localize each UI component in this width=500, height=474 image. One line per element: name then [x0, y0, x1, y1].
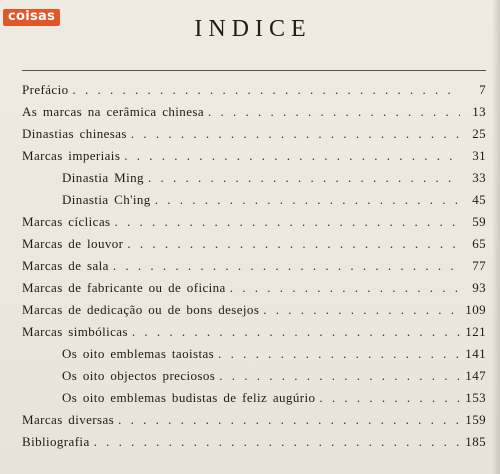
toc-entry-label: Prefácio	[22, 82, 69, 97]
toc-entry	[22, 431, 486, 453]
toc-entry	[22, 211, 486, 233]
toc-leader-dots	[132, 321, 460, 343]
toc-entry	[22, 101, 486, 123]
toc-leader-dots	[319, 387, 460, 409]
toc-leader-dots	[118, 409, 460, 431]
toc-leader-dots	[114, 211, 460, 233]
toc-entry	[22, 409, 486, 431]
toc-leader-dots	[218, 343, 460, 365]
toc-entry-page: 45	[472, 192, 486, 207]
toc-entry	[22, 387, 486, 409]
toc-leader-dots	[155, 189, 460, 211]
toc-entry	[22, 343, 486, 365]
toc-leader-dots	[124, 145, 460, 167]
toc-entry	[22, 365, 486, 387]
toc-entry-page: 93	[472, 280, 486, 295]
toc-entry	[22, 189, 486, 211]
toc-entry-page: 141	[465, 346, 486, 361]
toc-entry	[22, 167, 486, 189]
toc-entry-label: Os oito objectos preciosos	[62, 368, 216, 383]
toc-entry-label: Dinastia Ch'ing	[62, 192, 151, 207]
toc-entry-label: As marcas na cerâmica chinesa	[22, 104, 205, 119]
toc-entry-page: 109	[465, 302, 486, 317]
toc-leader-dots	[113, 255, 460, 277]
page-title: INDICE	[194, 16, 312, 42]
toc-leader-dots	[219, 365, 460, 387]
toc-entry-label: Marcas de sala	[22, 258, 109, 273]
page-edge-shadow	[492, 0, 500, 474]
toc-entry	[22, 233, 486, 255]
toc-leader-dots	[148, 167, 460, 189]
toc-leader-dots	[131, 123, 460, 145]
toc-entry-label: Os oito emblemas budistas de feliz augúrio	[62, 390, 316, 405]
toc-leader-dots	[94, 431, 460, 453]
toc-entry-page: 33	[472, 170, 486, 185]
toc-entry-label: Marcas de fabricante ou de oficina	[22, 280, 226, 295]
toc-entry-page: 65	[472, 236, 486, 251]
toc-entry-page: 25	[472, 126, 486, 141]
toc-leader-dots	[127, 233, 460, 255]
toc-entry-page: 159	[465, 412, 486, 427]
watermark-logo: coisas	[3, 9, 60, 26]
toc-entry	[22, 299, 486, 321]
toc-entry-page: 153	[465, 390, 486, 405]
toc-entry-label: Bibliografia	[22, 434, 90, 449]
toc-leader-dots	[230, 277, 460, 299]
toc-entry-label: Marcas diversas	[22, 412, 115, 427]
toc-entry	[22, 79, 486, 101]
toc-entry-page: 13	[472, 104, 486, 119]
toc-entry-label: Dinastias chinesas	[22, 126, 127, 141]
toc-entry-label: Marcas cíclicas	[22, 214, 111, 229]
toc-entry	[22, 255, 486, 277]
toc-entry-page: 31	[472, 148, 486, 163]
toc-entry-page: 185	[465, 434, 486, 449]
title-divider	[22, 70, 486, 71]
toc-entry-label: Marcas imperiais	[22, 148, 121, 163]
toc-entry-label: Dinastia Ming	[62, 170, 144, 185]
toc-entry-label: Marcas simbólicas	[22, 324, 128, 339]
toc-leader-dots	[73, 79, 460, 101]
toc-entry-page: 7	[479, 82, 486, 97]
toc-entry	[22, 321, 486, 343]
toc-entry-label: Marcas de dedicação ou de bons desejos	[22, 302, 260, 317]
table-of-contents	[22, 79, 486, 453]
toc-entry	[22, 277, 486, 299]
toc-leader-dots	[208, 101, 460, 123]
toc-entry-page: 77	[472, 258, 486, 273]
toc-leader-dots	[263, 299, 460, 321]
toc-entry-page: 121	[465, 324, 486, 339]
toc-entry-page: 59	[472, 214, 486, 229]
toc-entry-label: Os oito emblemas taoistas	[62, 346, 215, 361]
toc-entry-page: 147	[465, 368, 486, 383]
toc-entry-label: Marcas de louvor	[22, 236, 124, 251]
toc-entry	[22, 145, 486, 167]
toc-entry	[22, 123, 486, 145]
